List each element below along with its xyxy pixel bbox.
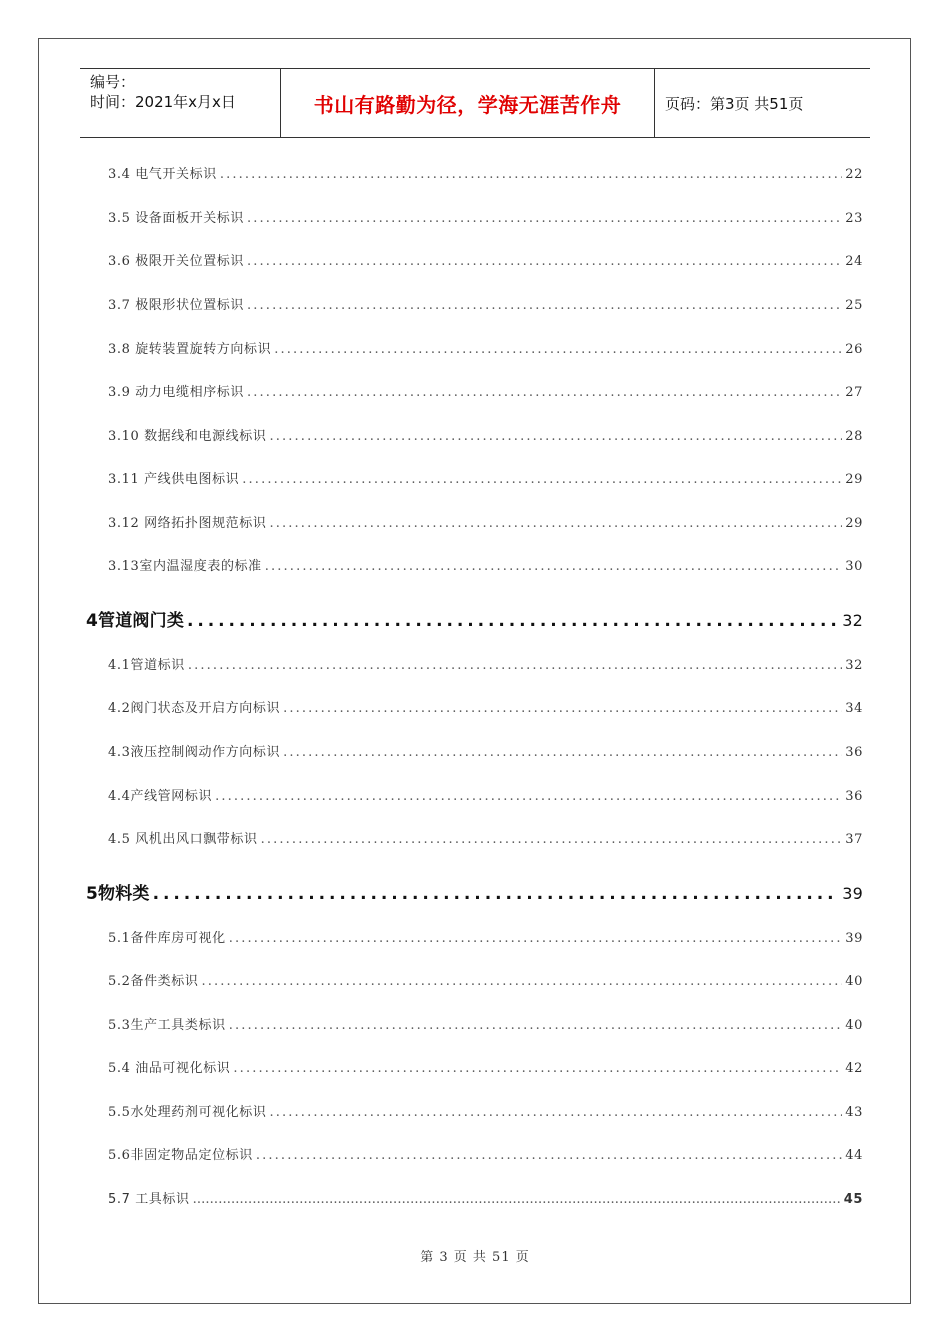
toc-entry[interactable] <box>108 1101 863 1120</box>
toc-entry[interactable] <box>108 828 863 847</box>
toc-entry-label: 5.7 工具标识 <box>108 1192 190 1207</box>
toc-section-label: 4管道阀门类 <box>86 611 185 631</box>
toc-entry-page: 40 <box>845 1018 863 1033</box>
toc-entry-label: 3.5 设备面板开关标识 <box>108 211 245 226</box>
toc-entry-label: 5.3生产工具类标识 <box>108 1018 226 1033</box>
header-page-info: 页码：第3页 共51页 <box>665 94 804 113</box>
header-time: 时间：2021年x月x日 <box>90 93 236 111</box>
toc-entry-label: 3.9 动力电缆相序标识 <box>108 385 245 400</box>
toc-entry-label: 4.2阀门状态及开启方向标识 <box>108 701 281 716</box>
toc-entry[interactable] <box>108 927 863 946</box>
header-motto: 书山有路勤为径，学海无涯苦作舟 <box>281 69 655 137</box>
toc-entry[interactable] <box>108 207 863 226</box>
toc-entry[interactable] <box>108 381 863 400</box>
toc-leader <box>247 298 842 313</box>
toc-entry-page: 29 <box>845 516 863 531</box>
toc-leader <box>265 559 843 574</box>
header-number: 编号： <box>90 73 136 91</box>
toc-entry[interactable] <box>108 338 863 357</box>
toc-leader <box>233 1061 842 1076</box>
toc-entry[interactable] <box>108 468 863 487</box>
toc-leader <box>261 832 843 847</box>
toc-leader <box>247 211 842 226</box>
toc-section-heading[interactable] <box>86 606 863 631</box>
toc-entry[interactable] <box>108 512 863 531</box>
toc-entry[interactable] <box>108 741 863 760</box>
toc-leader <box>256 1148 842 1163</box>
toc-entry-page: 34 <box>845 701 863 716</box>
toc-section-heading[interactable] <box>86 879 863 904</box>
toc-entry-page: 42 <box>845 1061 863 1076</box>
toc-entry[interactable] <box>108 697 863 716</box>
toc-entry-page: 43 <box>845 1105 863 1120</box>
toc-leader <box>229 1018 843 1033</box>
toc-entry-page: 28 <box>845 429 863 444</box>
toc-entry-page: 23 <box>845 211 863 226</box>
toc-leader <box>283 701 842 716</box>
toc-entry-page: 39 <box>845 931 863 946</box>
toc-entry-label: 3.6 极限开关位置标识 <box>108 254 245 269</box>
toc-entry-label: 4.4产线管网标识 <box>108 789 213 804</box>
toc-entry[interactable] <box>108 425 863 444</box>
toc-entry-page: 37 <box>845 832 863 847</box>
page-footer: 第 3 页 共 51 页 <box>420 1250 530 1265</box>
toc-leader <box>269 516 842 531</box>
toc-entry[interactable] <box>108 970 863 989</box>
toc-entry[interactable] <box>108 250 863 269</box>
toc-entry-label: 4.1管道标识 <box>108 658 185 673</box>
toc-entry[interactable] <box>108 294 863 313</box>
toc-entry-page: 32 <box>845 658 863 673</box>
toc-entry-page: 22 <box>845 167 863 182</box>
toc-leader <box>274 342 842 357</box>
toc-leader <box>153 884 840 904</box>
toc-entry-label: 5.2备件类标识 <box>108 974 199 989</box>
toc-section-page: 32 <box>842 611 863 630</box>
toc-entry-label: 3.7 极限形状位置标识 <box>108 298 245 313</box>
toc-leader <box>269 1105 842 1120</box>
toc-entry-label: 5.6非固定物品定位标识 <box>108 1148 253 1163</box>
toc-entry[interactable] <box>108 1144 863 1163</box>
toc-entry-label: 3.10 数据线和电源线标识 <box>108 429 267 444</box>
toc-entry-label: 3.11 产线供电图标识 <box>108 472 240 487</box>
toc-leader <box>247 254 842 269</box>
toc-entry-label: 5.4 油品可视化标识 <box>108 1061 231 1076</box>
toc-entry[interactable] <box>108 654 863 673</box>
toc-leader <box>201 974 842 989</box>
toc-entry-label: 3.8 旋转装置旋转方向标识 <box>108 342 272 357</box>
toc-entry-page: 24 <box>845 254 863 269</box>
toc-entry-page: 40 <box>845 974 863 989</box>
toc-leader <box>229 931 843 946</box>
toc-entry-page: 30 <box>845 559 863 574</box>
toc-leader <box>242 472 842 487</box>
toc-leader <box>220 167 842 182</box>
toc-leader <box>215 789 842 804</box>
toc-leader <box>193 1192 841 1207</box>
toc-leader <box>188 658 842 673</box>
toc-entry-label: 5.5水处理药剂可视化标识 <box>108 1105 267 1120</box>
toc-entry[interactable] <box>108 1188 863 1207</box>
toc-entry-label: 4.3液压控制阀动作方向标识 <box>108 745 281 760</box>
toc-entry-label: 3.4 电气开关标识 <box>108 167 217 182</box>
toc-entry-page: 45 <box>843 1192 863 1207</box>
toc-entry[interactable] <box>108 1014 863 1033</box>
toc-section-page: 39 <box>842 884 863 903</box>
toc-leader <box>269 429 842 444</box>
toc-section-label: 5物料类 <box>86 884 150 904</box>
toc-entry-label: 3.13室内温湿度表的标准 <box>108 559 262 574</box>
toc-entry-page: 44 <box>845 1148 863 1163</box>
toc-leader <box>247 385 842 400</box>
toc-entry[interactable] <box>108 1057 863 1076</box>
toc-entry-page: 29 <box>845 472 863 487</box>
toc-entry-page: 25 <box>845 298 863 313</box>
toc-entry-page: 26 <box>845 342 863 357</box>
toc-entry[interactable] <box>108 163 863 182</box>
toc-entry-page: 27 <box>845 385 863 400</box>
toc-leader <box>187 611 839 631</box>
toc-entry[interactable] <box>108 785 863 804</box>
toc-leader <box>283 745 842 760</box>
toc-entry-label: 3.12 网络拓扑图规范标识 <box>108 516 267 531</box>
toc-entry-label: 5.1备件库房可视化 <box>108 931 226 946</box>
toc-entry-label: 4.5 风机出风口飘带标识 <box>108 832 258 847</box>
toc-entry[interactable] <box>108 555 863 574</box>
toc-entry-page: 36 <box>845 745 863 760</box>
toc-entry-page: 36 <box>845 789 863 804</box>
